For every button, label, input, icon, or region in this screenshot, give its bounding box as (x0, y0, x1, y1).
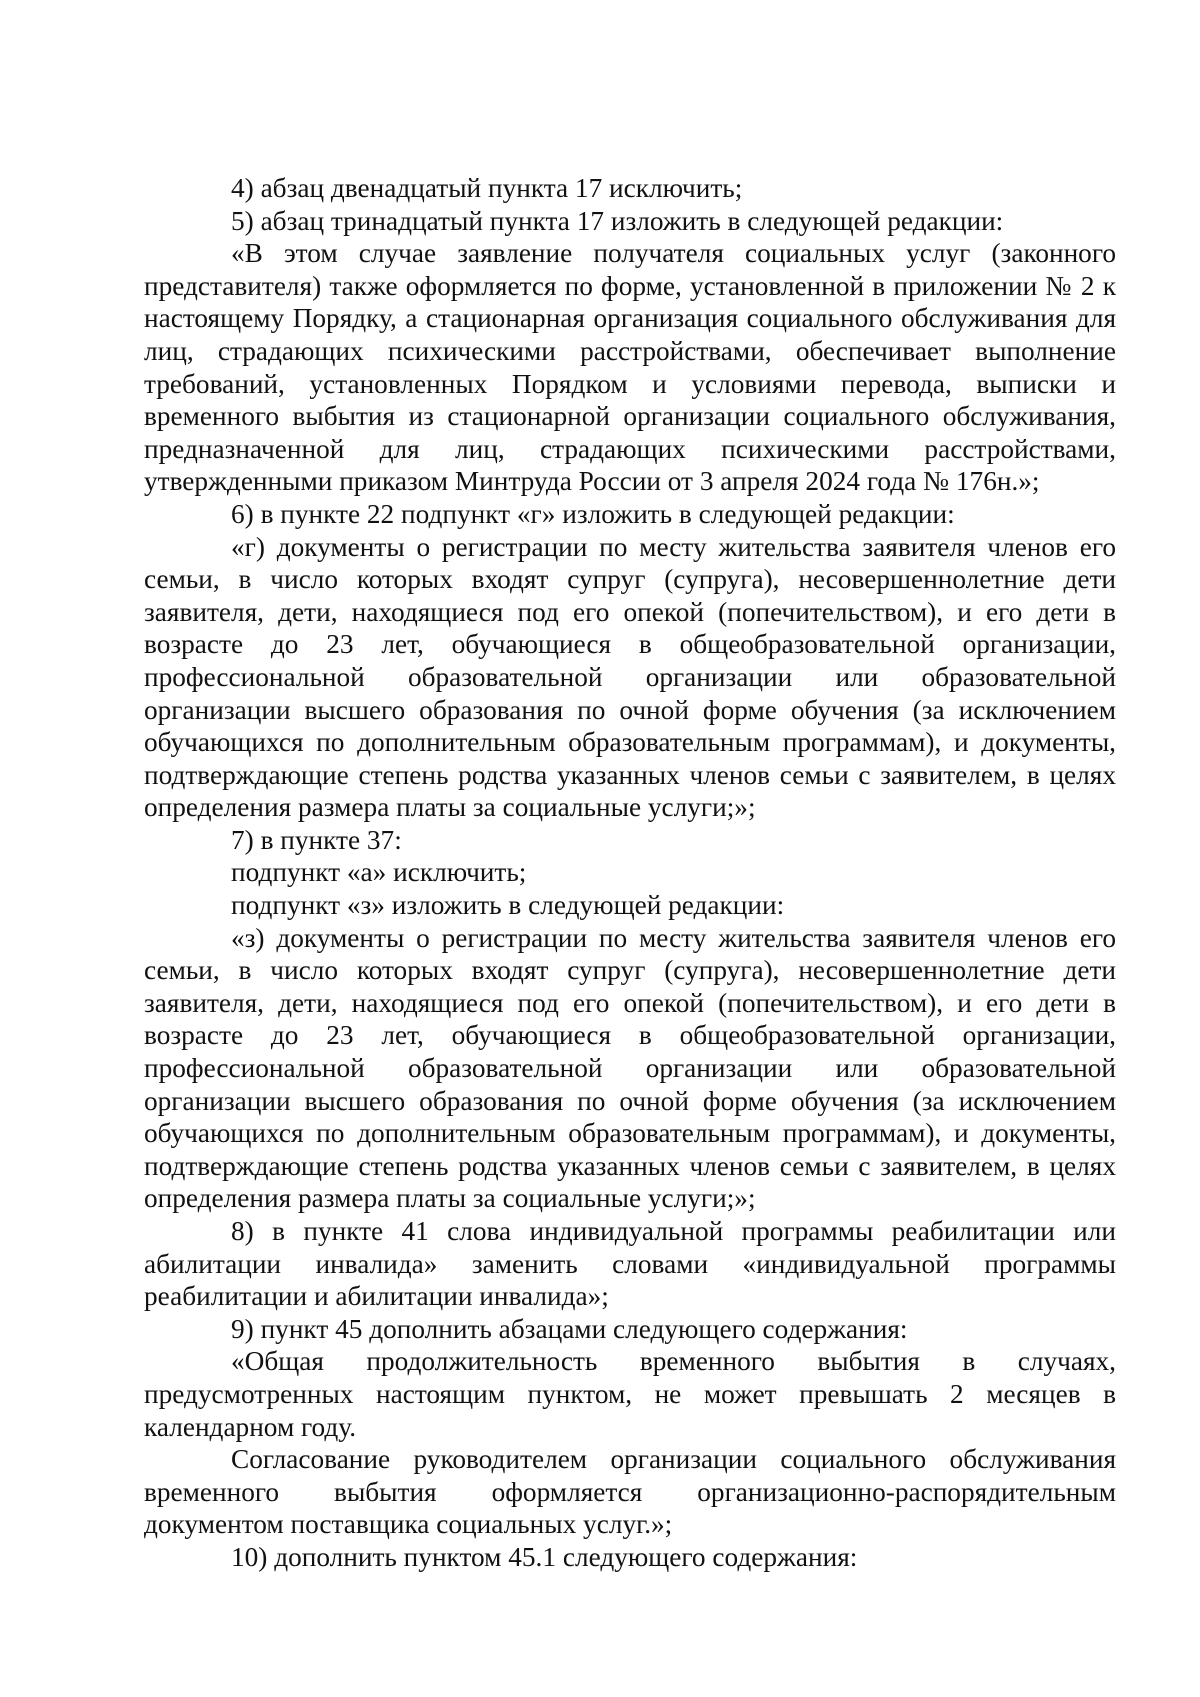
paragraph-item-4: 4) абзац двенадцатый пункта 17 исключить; (231, 173, 743, 203)
paragraph-quote-subitem-z: «з) документы о регистрации по месту жительства заявителя членов его семьи, в число которых входят супруг (супруга), несовершеннолетние дети заявителя, дети, находящиеся под его опекой (попечительством), и его дети в возрасте до 23 лет, обучающиеся в общеобразовательной организации, профессиональной образовательной организации или образовательной организации высшего образования по очной форме обучения (за исключением обучающихся по дополнительным образовательным программам), и документы, подтверждающие степень родства указанных членов семьи с заявителем, в целях определения размера платы за социальные услуги;»; (144, 922, 1116, 1214)
paragraph-item-10: 10) дополнить пунктом 45.1 следующего содержания: (231, 1541, 858, 1572)
paragraph-item-6: 6) в пункте 22 подпункт «г» изложить в следующей редакции: (231, 498, 955, 529)
paragraph-quote-item-17: «В этом случае заявление получателя социальных услуг (законного представителя) также оформляется по форме, установленной в приложении № 2 к настоящему Порядку, а стационарная организация социального обслуживания для лиц, страдающих психическими расстройствами, обеспечивает выполнение требований, установленных Порядком и условиями перевода, выписки и временного выбытия из стационарной организации социального обслуживания, предназначенной для лиц, страдающих психическими расстройствами, утвержденными приказом Минтруда России от 3 апреля 2024 года № 176н.»; (144, 238, 1116, 497)
paragraph-item-9: 9) пункт 45 дополнить абзацами следующего содержания: (231, 1313, 908, 1344)
paragraph-item-7: 7) в пункте 37: (231, 824, 402, 855)
paragraph-quote-subitem-g: «г) документы о регистрации по месту жительства заявителя членов его семьи, в число которых входят супруг (супруга), несовершеннолетние дети заявителя, дети, находящиеся под его опекой (попечительством), и его дети в возрасте до 23 лет, обучающиеся в общеобразовательной организации, профессиональной образовательной организации или образовательной организации высшего образования по очной форме обучения (за исключением обучающихся по дополнительным образовательным программам), и документы, подтверждающие степень родства указанных членов семьи с заявителем, в целях определения размера платы за социальные услуги;»; (144, 531, 1116, 823)
document-body (144, 172, 1116, 1574)
paragraph-quote-approval: Согласование руководителем организации социального обслуживания временного выбытия оформляется организационно-распорядительным документом поставщика социальных услуг.»; (144, 1444, 1116, 1540)
paragraph-item-8: 8) в пункте 41 слова индивидуальной программы реабилитации или абилитации инвалида» заменить словами «индивидуальной программы реабилитации и абилитации инвалида»; (144, 1216, 1116, 1312)
paragraph-subitem-z: подпункт «з» изложить в следующей редакции: (231, 890, 785, 921)
paragraph-item-5: 5) абзац тринадцатый пункта 17 изложить в следующей редакции: (231, 205, 1004, 236)
paragraph-subitem-a: подпункт «а» исключить; (231, 857, 527, 888)
paragraph-quote-total-duration: «Общая продолжительность временного выбытия в случаях, предусмотренных настоящим пунктом, не может превышать 2 месяцев в календарном году. (144, 1346, 1116, 1442)
